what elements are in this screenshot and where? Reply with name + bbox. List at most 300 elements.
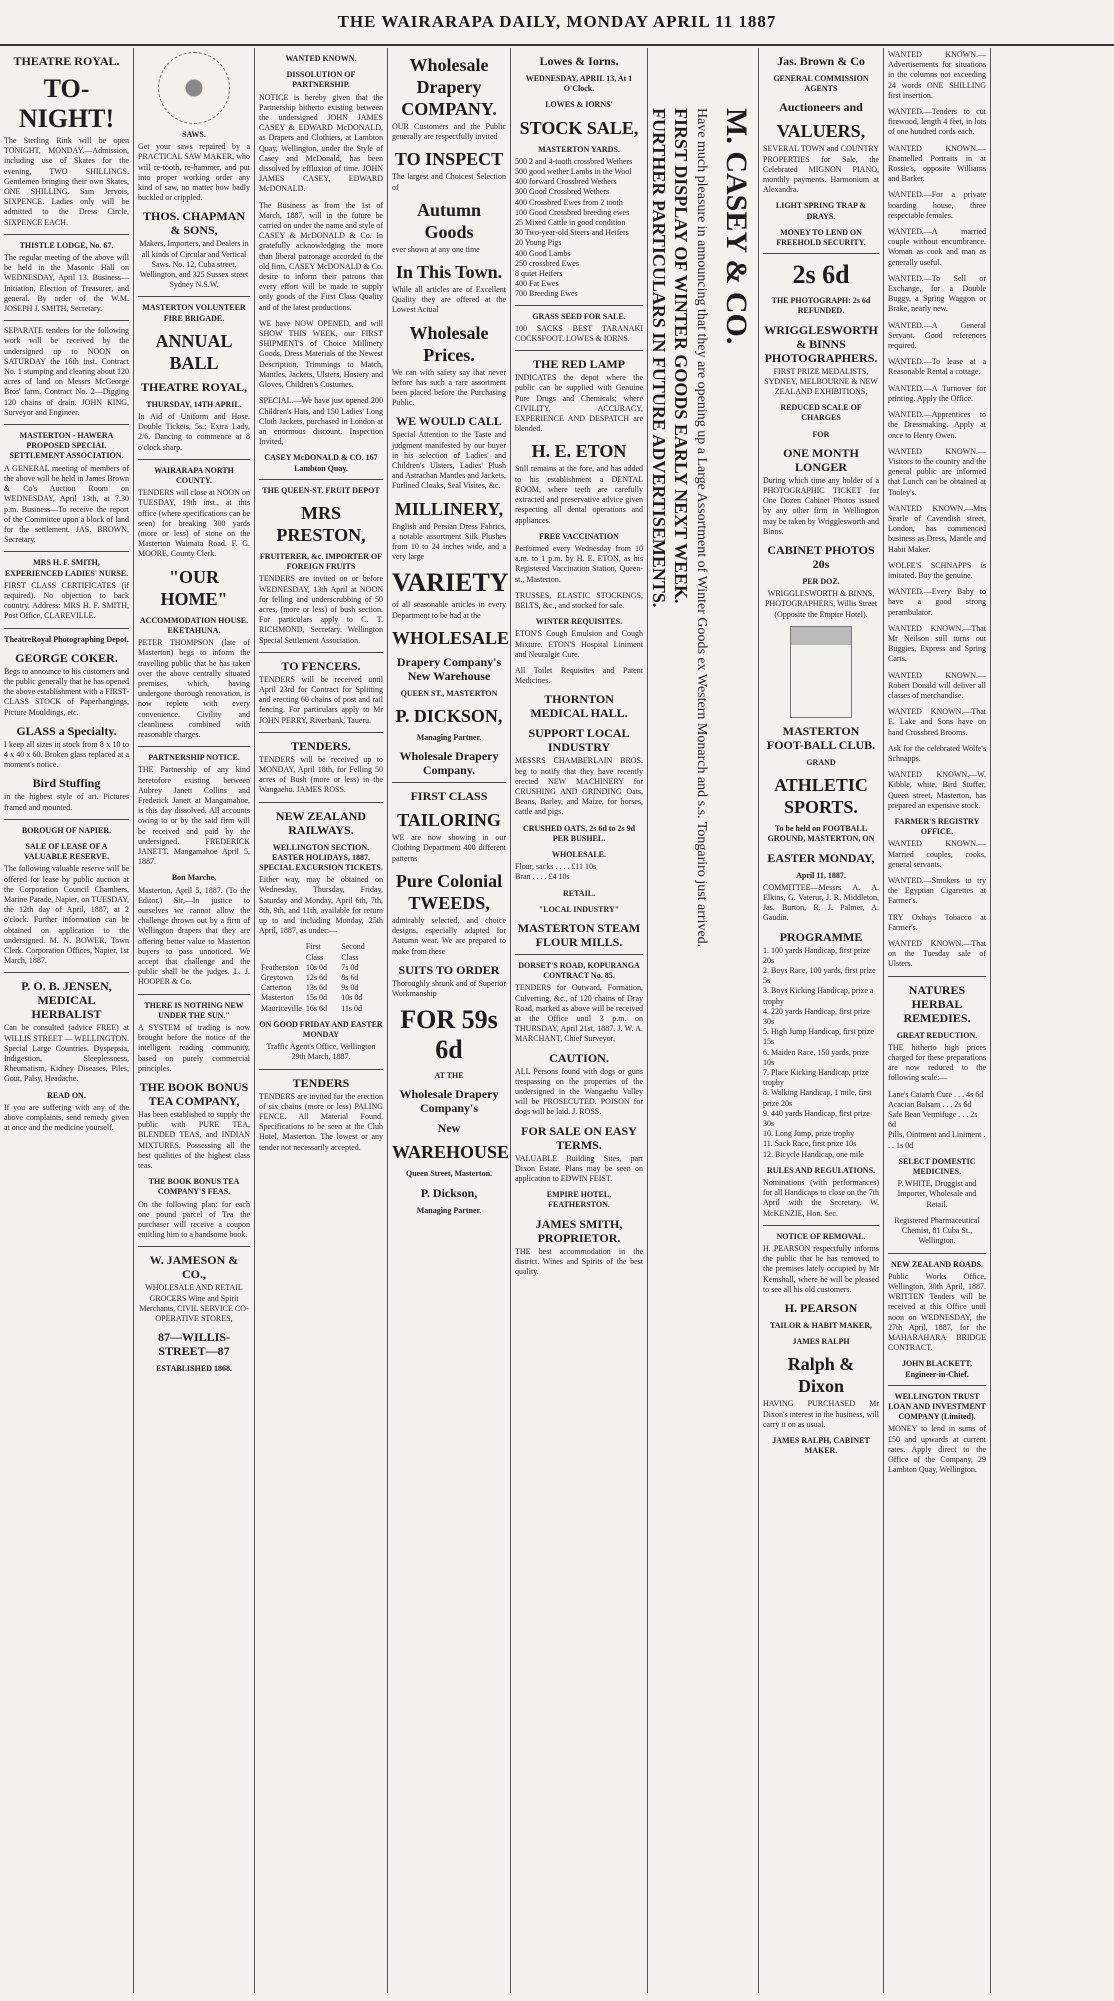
tenders2-text: TENDERS are invited for the erection of six chains (more or less) PALING FENCE. All Material Found. Specifications to be seen at the Club Hotel, Masterton. The lowest or any tender not necessarily accepted. [259, 1091, 383, 1152]
wanted-ad: WANTED KNOWN.—W. Kibble, white, Bird Stuffer, Queen street, Masterton, has prepared an expensive stock. [888, 770, 986, 810]
divider [138, 994, 250, 995]
fencers-text: TENDERS will be received until April 23rd for Contract for Splitting and erecting 60 chains of post and rail fencing. For particulars apply to Mr JOHN PERRY, Riverbank, Taueru. [259, 674, 383, 725]
read-on-text: If you are suffering with any of the above complaints, send remedy given at once and the medicine yourself. [4, 1102, 129, 1133]
wanted-ad: WANTED KNOWN.—Robert Donald will deliver all classes of merchandise. [888, 670, 986, 700]
wanted-ad: WANTED KNOWN.—That on the Tuesday sale of Ulsters. [888, 939, 986, 969]
list-item: 500 good wether Lambs in the Wool [515, 167, 632, 177]
divider [515, 350, 643, 351]
ball-date: THURSDAY, 14TH APRIL. [146, 399, 242, 409]
willis-street: 87—WILLIS-STREET—87 [157, 1330, 231, 1359]
list-item: 1. 100 yards Handicap, first prize 20s [763, 945, 870, 965]
lamp-heading: THE RED LAMP [532, 357, 625, 372]
forsale-heading: FOR SALE ON EASY TERMS. [521, 1123, 637, 1152]
per-doz: PER DOZ. [802, 577, 840, 587]
station-cell: Carterton [261, 983, 292, 993]
saws-text: Get your saws repaired by a PRACTICAL SAW MAKER, who will re-tooth, re-hammer, and put into proper working order any kind of saw, no matter how badly buckled or crippled. [138, 142, 250, 203]
natures-heading: NATURES HERBAL REMEDIES. [903, 982, 971, 1025]
nothing-heading: THERE IS NOTHING NEW UNDER THE SUN." [144, 1000, 244, 1020]
lowes-subheading: LOWES & IORNS' [545, 100, 613, 110]
list-item: 20 Young Pigs [515, 238, 562, 248]
column-header: First Class [305, 942, 324, 962]
millinery-heading: MILLINERY, [394, 498, 504, 519]
drapery2-heading: Wholesale Drapery Company. [399, 749, 499, 778]
napier-subheading: SALE OF LEASE OF A VALUABLE RESERVE. [24, 841, 109, 862]
warehouse2-heading: WAREHOUSE [392, 1142, 510, 1163]
divider [4, 972, 129, 973]
divider [138, 746, 250, 747]
list-item: 5. High Jump Handicap, first prize 15s [763, 1027, 874, 1047]
tea-text: Has been established to supply the public with PURE TEA, BLENDED TEAS, and INDIAN MIXTURES. Possessing all the best qualities of the highest class teas. [138, 1110, 250, 1171]
general-heading: GENERAL COMMISSION AGENTS [773, 74, 869, 94]
dissolution-text: NOTICE is hereby given that the Partnership hitherto existing between the undersigned JOHN JAMES CASEY & EDWARD McDONALD, as Drapers and Clothiers, at Lambton Quay, Wellington, under the Style of Casey and McDonald, has been dissolved by effluxion of time. JOHN JAMES CASEY, EDWARD McDONALD. [259, 92, 383, 194]
railways-text: Either way, may be obtained on Wednesday, Thursday, Friday, Saturday and Monday, April 6th, 7th, 8th, 9th, and 11th, available for return up to and including Monday, 25th April, 1887, as under:— [259, 875, 383, 936]
easter-heading: EASTER MONDAY, [767, 850, 875, 865]
valuers-heading: VALUERS, [776, 121, 866, 142]
grass-heading: GRASS SEED FOR SALE. [532, 311, 626, 321]
traffic-text: Traffic Agent's Office, Wellington 29th March, 1887. [266, 1042, 376, 1062]
wanted-ad: WANTED.—Every Baby to have a good strong perambulator. [888, 587, 986, 617]
reduction-heading: GREAT REDUCTION. [896, 1030, 978, 1040]
divider [4, 320, 129, 321]
table-row [259, 973, 383, 983]
variety-heading: VARIETY [392, 568, 509, 598]
preston-heading: MRS PRESTON, [276, 502, 366, 545]
masthead [0, 0, 1114, 46]
list-item: 500 2 and 4-tooth crossbred Wethers [515, 156, 633, 166]
wb-signature: WRIGGLESWORTH & BINNS, PHOTOGRAPHERS, Willis Street (Opposite the Empire Hotel). [764, 589, 878, 619]
smith-text: FIRST CLASS CERTIFICATES (if required). No objection to back country. Address: MRS H. F. SMITH, Post Office, CLAREVILLE. [4, 580, 129, 621]
tonight-heading: TO-NIGHT! [18, 74, 115, 133]
chapman-text: Makers, Importers, and Dealers in all kinds of Circular and Vertical Saws. No. 12, Cuba street, Wellington, and 325 Sussex street Sydney N.S.W. [139, 239, 249, 290]
crushed-heading: CRUSHED OATS, 2s 6d to 2s 9d PER BUSHEL. [522, 823, 636, 843]
stock-subheading: MASTERTON YARDS. [538, 144, 620, 154]
casey-line-3: FURTHER PARTICULARS IN FUTURE ADVERTISEMENTS. [649, 108, 669, 608]
wholesale-heading: WHOLESALE. [551, 849, 606, 859]
divider [259, 479, 383, 480]
fare-cell: 12s 6d [305, 973, 327, 983]
dickson-heading: P. DICKSON, [395, 706, 503, 727]
thornton-heading: THORNTON MEDICAL HALL. [530, 692, 628, 721]
town-heading: In This Town. [395, 262, 503, 283]
blackett-signature: JOHN BLACKETT, Engineer-in-Chief. [901, 1359, 973, 1379]
list-item: 10. Long Jump, prize trophy [763, 1129, 855, 1139]
glass-heading: GLASS a Specialty. [16, 723, 117, 738]
masterton-heading: MASTERTON - HAWERA PROPOSED SPECIAL SETTLEMENT ASSOCIATION. [9, 431, 124, 461]
wanted-ad: WANTED KNOWN.—Mrs Searle of Cavendish street, London, has commenced business as Dress, Mantle and Habit Maker. [888, 503, 986, 554]
natures-text: THE hitherto high prices charged for these preparations are now reduced to the following scale:— [888, 1042, 986, 1083]
jensen-heading: P. O. B. JENSEN, MEDICAL HERBALIST [21, 979, 112, 1022]
house-subheading: ACCOMMODATION HOUSE. EKETAHUNA. [139, 615, 249, 635]
at-the: AT THE [434, 1071, 464, 1081]
steam-heading: MASTERTON STEAM FLOUR MILLS. [517, 920, 641, 949]
bran-price: Bran . . . . £4 10s [515, 872, 570, 882]
empire-heading: EMPIRE HOTEL, FEATHERSTON. [546, 1190, 612, 1210]
divider [392, 782, 506, 783]
athletic-heading: ATHLETIC SPORTS. [774, 775, 868, 818]
list-item: 400 forward Crossbred Wethers [515, 177, 617, 187]
white-text: P. WHITE, Druggist and Importer, Wholesale and Retail. [897, 1179, 977, 1209]
nz-roads-heading: NEW ZEALAND ROADS. [890, 1259, 984, 1269]
flour-price: Flour, sacks . . . . £11 10s [515, 862, 597, 872]
retail-heading: RETAIL. [562, 888, 596, 898]
ralph-signature: JAMES RALPH, CABINET MAKER. [772, 1436, 870, 1456]
divider [4, 819, 129, 820]
caution-heading: CAUTION. [549, 1050, 609, 1065]
valuers-text: SEVERAL TOWN and COUNTRY PROPERTIES for Sale, the Celebrated MIGNON PIANO, monthly payments. Harmonium at Alexandra. [763, 144, 879, 195]
warehouse-heading: Drapery Company's New Warehouse [396, 654, 502, 683]
divider [138, 459, 250, 460]
george-text: Begs to announce to his customers and the public generally that he has opened the above establishment with a FIRST-CLASS STOCK of Paperhangings, Picture Mouldings, etc. [4, 666, 129, 717]
column-1 [0, 48, 133, 1993]
wanted-ad: WANTED.—For a private boarding house, three respectable females. [888, 190, 986, 220]
remedies-list [888, 1090, 986, 1151]
county-heading: WAIRARAPA NORTH COUNTY. [154, 465, 234, 486]
list-item: 25 Mixed Cattle in good condition [515, 218, 626, 228]
railways-subheading: WELLINGTON SECTION. EASTER HOLIDAYS, 1887. SPECIAL EXCURSION TICKETS. [259, 842, 383, 872]
auctioneers-heading: Auctioneers and [779, 100, 863, 115]
toilet-text: All Toilet Requisites and Patent Medicines. [515, 665, 643, 686]
special-text: SPECIAL.—We have just opened 200 Children's Hats, and 150 Ladies' Long Cloth Jackets, purchased in London at an enormous discount. Inspection Invited, [259, 396, 383, 447]
caution-text: ALL Persons found with dogs or guns trespassing on the properties of the undersigned in the Wangaehu Valley will be PROSECUTED. POISON for dogs will be laid. J. ROSS. [515, 1066, 643, 1117]
photo-heading: TheatreRoyal Photographing Depot. [4, 634, 129, 644]
house-text: PETER THOMPSON (late of Masterton) begs to inform the travelling public that he has taken over the above centrally situated premises, which, having undergone thorough renovation, is now replete with every convenience. Civility and cleanliness combined with reasonable charges. [138, 638, 250, 739]
fare-cell: 16s 6d [305, 1003, 327, 1013]
list-item: 100 Good Crossbred breeding ewes [515, 207, 630, 217]
lowes-date: WEDNESDAY, APRIL 13, At 1 O'Clock. [525, 74, 633, 94]
wholesale-heading: WHOLESALE [392, 627, 510, 648]
money-heading: MONEY TO LEND ON FREEHOLD SECURITY. [776, 227, 866, 248]
suits-text: Thoroughly shrunk and of Superior Workmanship [392, 978, 506, 998]
wanted-ad: WANTED.—A married couple without encumbrance. Woman as cook and man as generally useful. [888, 227, 986, 267]
table-header-row [259, 942, 383, 962]
divider [4, 551, 129, 552]
list-item: 2. Boys Race, 100 yards, first prize 5s [763, 965, 876, 986]
tenders2-heading: TENDERS [292, 1075, 350, 1090]
prices-heading: Wholesale Prices. [409, 322, 489, 365]
safety-text: We can with safety say that never before has such a rare assortment been placed before the Purchasing Public. [392, 367, 506, 408]
divider [515, 954, 643, 955]
drapery3-heading: Wholesale Drapery Company's [399, 1087, 499, 1116]
dorset-heading: DORSET'S ROAD, KOPURANGA CONTRACT No. 85. [518, 960, 640, 981]
list-item: Pills, Ointment and Liniment . . . 1s 0d [888, 1130, 986, 1150]
wanted-ad: WANTED KNOWN.—Enamelled Portraits in at Rossie's, opposite Williams and Barker. [888, 143, 986, 184]
table-row [259, 963, 383, 973]
ralph-dixon-heading: Ralph & Dixon [787, 1354, 855, 1397]
new-heading: New [437, 1121, 461, 1136]
column-rule [990, 48, 991, 1993]
railways-heading: NEW ZEALAND RAILWAYS. [275, 808, 367, 837]
wanted-ad: WANTED.—Tenders to cut firewood, length 4 feet, in lots of one hundred cords each. [888, 107, 986, 137]
column-7 [759, 48, 883, 1993]
autumn-heading: Autumn Goods [416, 199, 482, 242]
grand-text: GRAND [806, 757, 836, 767]
etons-text: ETON'S Cough Emulsion and Cough Mixture. ETON'S Hospital Liniment and Neuralgic Cure. [515, 629, 643, 659]
list-item: 7. Place Kicking Handicap, prize trophy [763, 1067, 869, 1088]
list-item: Safe Bean Vermifuge . . . 2s 6d [888, 1110, 978, 1130]
casey-big-heading: M. CASEY & CO. [720, 108, 753, 345]
station-cell: Masterton [261, 993, 294, 1003]
drapery-text: OUR Customers and the Public generally are respectfully invited [392, 122, 506, 142]
divider [888, 976, 986, 977]
eton-text: Still remains at the fore, and has added to his establishment a DENTAL ROOM, where teeth are carefully extracted and preservative advice given respecting all dental operations and appliances. [515, 464, 643, 525]
divider [888, 1253, 986, 1254]
call-heading: WE WOULD CALL [396, 414, 502, 429]
millinery-text: English and Persian Dress Fabrics, a notable assortment Silk Plushes from 10 to 24 inches wide, and a very large [392, 521, 506, 562]
articles-text: While all articles are of Excellent Quality they are offered at the Lowest Actual [392, 285, 506, 315]
feast-text: On the following plan: for each one pound parcel of Tea the purchaser will receive a coupon entitling him to a handsome book. [138, 1199, 250, 1240]
fare-cell: 9s 0d [341, 983, 359, 993]
wanted-ad: WANTED.—A General Servant. Good references required. [888, 320, 986, 351]
list-item: 12. Bicycle Handicap, one mile [763, 1149, 864, 1159]
call-text: Special Attention to the Taste and judgment manifested by our buyer in his selection of Ladies' and Children's Ulsters, Ladies' Plush and Astrachan Mantles and Jackets, Furlined Cloaks, Seal Visites, &c. [392, 430, 506, 491]
wanted-ad: WANTED.—A Turnover for printing. Apply the Office. [888, 383, 986, 403]
dorset-text: TENDERS for Outward, Formation, Culverting, &c., of 120 chains of Dray Road, marked as above will be received at the Office until 3 p.m. on THURSDAY, April 21st, 1887. J. W. A. MARCHANT, Chief Surveyor. [515, 983, 643, 1044]
fare-cell: 10s 0d [341, 993, 363, 1003]
programme-heading: PROGRAMME [779, 929, 863, 944]
list-item: Acacian Balsam . . . 2s 6d [888, 1099, 972, 1109]
medalists-text: FIRST PRIZE MEDALISTS, SYDNEY, MELBOURNE & NEW ZEALAND EXHIBITIONS, [764, 366, 878, 397]
table-row [259, 983, 383, 993]
brown-heading: Jas. Brown & Co [777, 54, 865, 68]
trusses-text: TRUSSES, ELASTIC STOCKINGS, BELTS, &c., and stocked for sale. [515, 590, 643, 610]
ball-heading: ANNUAL BALL [155, 330, 233, 373]
divider [259, 732, 383, 733]
photo-refund: THE PHOTOGRAPH: 2s 6d REFUNDED. [771, 296, 871, 316]
smith-text: THE best accommodation in the district. Wines and Spirits of the best quality. [515, 1246, 643, 1277]
stock-heading: STOCK SALE, [519, 117, 639, 138]
list-item: 8 quiet Heifers [515, 269, 563, 279]
fencers-heading: TO FENCERS. [281, 658, 361, 673]
ground-text: To be held on FOOTBALL GROUND, MASTERTON, ON [767, 824, 875, 844]
established: ESTABLISHED 1868. [156, 1364, 232, 1374]
wanted-ad: WANTED KNOWN.—That Mr Neilson still turns out Buggies, Express and Spring Carts. [888, 623, 986, 664]
suits-heading: SUITS TO ORDER [398, 962, 500, 977]
fare-cell: 8s 6d [341, 973, 359, 983]
wanted-ad: WOLFE'S SCHNAPPS is imitated. Buy the genuine. [888, 560, 986, 580]
business-text: The Business as from the 1st of March, 1887, will in the future be carried on under the name and style of CASEY & McDONALD & Co. In gratefully acknowledging the more than liberal patronage accorded to the old firm, CASEY McDONALD & Co. desire to inform their patrons that every effort will be made to supply only goods of the First Class Quality and of the latest productions. [259, 200, 383, 312]
casey-signature: CASEY McDONALD & CO. 167 Lambton Quay. [264, 453, 378, 473]
saw-blade-icon [158, 52, 230, 124]
newspaper-title: THE WAIRARAPA DAILY, MONDAY APRIL 11 1887 [337, 12, 777, 31]
saws-heading: SAWS. [182, 130, 206, 139]
shown-text: ever shown at any one time [392, 244, 480, 254]
winter-heading: WINTER REQUISITES. [535, 617, 623, 627]
preston-text: TENDERS are invited on or before WEDNESDAY, 13th April at NOON for felling and underscrubbing of 50 acres, (more or less) of bush section. For particulars apply to C. T. RICHMOND, Secretary. Wellington Special Settlement Association. [259, 574, 383, 645]
manager2-text: Managing Partner. [416, 1205, 482, 1215]
wanted-ad: TRY Oxhays Tobacco at Farmer's. [888, 912, 986, 932]
april-date: April 11, 1887. [796, 870, 846, 880]
glass-text: I keep all sizes in stock from 8 x 10 to 4 x 40 x 60. Broken glass replaced at a moment's notice. [4, 739, 129, 770]
wanted-ad: WANTED KNOWN.—Married couples, cooks, general servants. [888, 839, 986, 869]
wanted-ad: WANTED.—To Sell or Exchange, for a Double Buggy, a Spring Waggon or Brake, nearly new. [888, 273, 986, 314]
firstclass-heading: FIRST CLASS [410, 789, 488, 804]
queen-street: QUEEN ST., MASTERTON [400, 688, 498, 698]
football-heading: MASTERTON FOOT-BALL CLUB. [766, 723, 876, 752]
list-item: 4. 220 yards Handicap, first prize 30s [763, 1006, 870, 1026]
athlete-illustration-icon [790, 626, 852, 718]
chamberlain-text: MESSRS CHAMBERLAIN BROS. beg to notify that they have recently erected NEW MACHINERY for CRUSHING AND GRINDING Oats, Beans, Barley, and Maize, for horses, cattle and pigs. [515, 756, 643, 817]
colonial-text: admirably selected, and choice designs, especially adapted for Autumn wear. We are prepared to make from these [392, 915, 506, 956]
tenders-text: TENDERS will be received up to MONDAY, April 18th, for Felling 50 acres of Bush (more or less) in the Wangaehu. JAMES ROSS. [259, 754, 383, 795]
jameson-subheading: WHOLESALE AND RETAIL GROCERS Wine and Spirit Merchants, CIVIL SERVICE CO-OPERATIVE STORES, [139, 1283, 249, 1324]
committee-text: COMMITTEE—Messrs A. A. Elkins, G. Vaterur, J. R. Middleton, Jas. Burton, R. J. Palmer, A. Gaudin. [763, 882, 879, 923]
queen2-text: Queen Street, Masterton. [405, 1169, 493, 1179]
lamp-text: INDICATES the depot where the public can be supplied with Genuine Pure Drugs and Chemicals; where CIVILITY, ACCURACY, EXPERIENCE AND DESPATCH are blended. [515, 373, 643, 434]
feast-heading: THE BOOK BONUS TEA COMPANY'S FEAS. [148, 1177, 240, 1197]
list-item: 700 Breeding Ewes [515, 289, 578, 299]
tailor-text: TAILOR & HABIT MAKER, [770, 1321, 872, 1331]
trust-heading: WELLINGTON TRUST LOAN AND INVESTMENT COMPANY (Limited). [888, 1391, 986, 1422]
inspect-heading: TO INSPECT [394, 149, 504, 170]
read-on-heading: READ ON. [47, 1090, 86, 1100]
colonial-heading: Pure Colonial TWEEDS, [395, 870, 503, 913]
list-item: 11. Sack Race, first prize 10s [763, 1139, 857, 1149]
reduced-heading: REDUCED SCALE OF CHARGES [780, 403, 862, 423]
support-heading: SUPPORT LOCAL INDUSTRY [528, 726, 630, 755]
divider [515, 305, 643, 306]
smith-heading: JAMES SMITH, PROPRIETOR. [535, 1216, 623, 1245]
casey-vertical-advert [648, 48, 758, 1993]
divider [138, 296, 250, 297]
rules-heading: RULES AND REGULATIONS. [766, 1165, 876, 1175]
cabinet-heading: CABINET PHOTOS 20s [767, 543, 875, 572]
notice-heading: NOTICE OF REMOVAL. [776, 1231, 866, 1241]
casey-line-1: Have much pleasure in announcing that they are opening up a Large Assortment of Winter Goods ex Western Monarch and s.s. Tongariro just arrived. [694, 108, 709, 948]
good-friday-heading: ON GOOD FRIDAY AND EASTER MONDAY [259, 1019, 383, 1040]
lowes-heading: Lowes & Iorns. [539, 54, 619, 68]
fire-heading: MASTERTON VOLUNTEER FIRE BRIGADE. [142, 303, 246, 323]
divider [259, 1069, 383, 1070]
table-row [259, 1004, 383, 1014]
list-item: Lane's Catarrh Cure . . . 4s 6d [888, 1089, 984, 1099]
tenders-heading: TENDERS. [291, 738, 351, 753]
divider [259, 802, 383, 803]
divider [138, 1246, 250, 1247]
fare-cell: 13s 6d [305, 983, 327, 993]
station-cell: Featherston [261, 962, 299, 972]
column-8 [884, 48, 990, 1993]
dickson2-heading: P. Dickson, [420, 1185, 478, 1200]
county-text: TENDERS will close at NOON on TUESDAY, 19th inst., at this office (where specifications can be seen) for breaking 300 yards (more or less) of stone on the Masterton Waimata Road. F. G. MOORE, County Clerk. [138, 488, 250, 559]
for-text: FOR [812, 429, 830, 439]
list-item: 8. Walking Handicap, 1 mile, first prize 20s [763, 1088, 872, 1108]
marche-text: Masterton, April 5, 1887. (To the Editor.) Sir,—In justice to ourselves we cannot allow the challenge thrown out by a firm of Wellington drapers that they are offering better value to Masterton buyers to pass unnoticed. We accept that challenge and the public shall be the judges. L. J. HOOPER & Co. [138, 885, 250, 987]
tea-heading: THE BOOK BONUS TEA COMPANY, [139, 1080, 249, 1109]
light-heading: LIGHT SPRING TRAP & DRAYS. [775, 201, 867, 221]
ralph-heading: JAMES RALPH [792, 1337, 850, 1347]
napier-heading: BOROUGH OF NAPIER. [21, 825, 112, 835]
preston-subheading: FRUITERER, &c. IMPORTER OF FOREIGN FRUITS [259, 551, 383, 572]
list-item: 400 Crossbred Ewes from 2 tooth [515, 197, 623, 207]
tailoring-heading: TAILORING [397, 810, 501, 831]
drapery-heading: Wholesale Drapery COMPANY. [401, 55, 497, 119]
wanted-ad: WANTED.—Apprentices to the Dressmaking. Apply at once to Henry Owen. [888, 410, 986, 440]
list-item: 400 Fat Ewes [515, 279, 559, 289]
list-item: 3. Boys Kicking Handicap, prize a trophy [763, 986, 874, 1006]
ball-text: In Aid of Uniform and Hose. Double Tickets, 5s.; Extra Lady, 2/6. Dancing to commence at 8 o'clock sharp. [138, 412, 250, 452]
roads-text: Public Works Office, Wellington, 30th April, 1887. WRITTEN Tenders will be received at this Office until noon on WEDNESDAY, the 27th April, 1887, for the MAHARAHARA BRIDGE CONTRACT. [888, 1271, 986, 1353]
divider [4, 628, 129, 629]
list-item: 400 Good Lambs [515, 248, 571, 258]
fare-cell: 10s 0d [305, 962, 327, 972]
wanted-ad: WANTED.—Smokers to try the Egyptian Cigarettes at Farmer's. [888, 876, 986, 906]
station-cell: Mauriceville [261, 1003, 302, 1013]
george-heading: GEORGE COKER. [15, 650, 118, 665]
wanted-ad: WANTED.—To lease at a Reasonable Rental a cottage. [888, 357, 986, 377]
divider [4, 234, 129, 235]
divider [763, 1225, 879, 1226]
stock-list [515, 157, 643, 300]
divider [763, 253, 879, 254]
rules-text: Nominations (with performances) for all Handicaps to close on the 7th April with the Secretary. W. McKENZIE, Hon. Sec. [763, 1177, 879, 1218]
fare-cell: 15s 0d [305, 993, 327, 1003]
manager-text: Managing Partner. [416, 733, 482, 743]
column-4 [388, 48, 510, 1993]
ralph-text: HAVING PURCHASED Mr Dixon's interest in the business, will carry it on as usual. [763, 1399, 879, 1429]
column-3 [255, 48, 387, 1993]
list-item: 300 Good Crossbred Wethers [515, 187, 610, 197]
wanted-heading: WANTED KNOWN. [285, 54, 357, 63]
fares-table [259, 942, 383, 1013]
tender-text: SEPARATE tenders for the following work will be received by the undersigned up to NOON on SATURDAY the 16th inst. Contract No. 1 stumping and clearing about 120 acres of land on Messrs McGeorge Bros' farm. Contract No. 2—Digging 120 chains of drain. JOHN KING, Surveyor and Engineer. [4, 326, 129, 417]
programme-list [763, 946, 879, 1160]
partner-heading: PARTNERSHIP NOTICE. [148, 753, 240, 763]
tailoring-text: WE are now showing in our Clothing Department 400 different patterns [392, 833, 506, 863]
pearson-text: H. PEARSON respectfully informs the public that he has removed to the premises lately occupied by Mr Kemshall, where he will be pleased to see all his old customers. [763, 1244, 879, 1294]
dissolution-heading: DISSOLUTION OF PARTNERSHIP. [286, 70, 356, 90]
fare-cell: 11s 0d [341, 1003, 363, 1013]
column-5 [511, 48, 647, 1993]
nothing-text: A SYSTEM of trading is now brought before the notice of the intelligent reading community, based on purely commercial principles. [138, 1023, 250, 1073]
local-heading: "LOCAL INDUSTRY" [538, 904, 620, 914]
smith-heading: MRS H. F. SMITH, EXPERIENCED LADIES' NURSE. [4, 558, 129, 578]
list-item: 30 Two-year-old Steers and Heifers [515, 228, 629, 238]
marche-heading: Bon Marche, [171, 873, 217, 883]
variety-text: of all seasonable articles in every Department to be had at the [392, 600, 506, 620]
napier-text: The following valuable reserve will be offered for lease by public auction at the Corporation Council Chambers, Marine Parade, Napier, on TUESDAY, the 12th day of April, 1887, at 2 o'clock. Further information can be obtained on application to the undersigned. M. N. BOWER, Town Clerk. Corporation Offices, Napier, 1st March, 1887. [4, 864, 129, 966]
one-month-heading: ONE MONTH LONGER [783, 445, 859, 474]
jensen-text: Can be consulted (advice FREE) at WILLIS STREET — WELLINGTON. Special Large Countries. Dyspepsia, Indigestion, Sleeplessness, Rheumatism, Kidney Diseases, Piles, Gout, Palsy, Headache. [4, 1023, 129, 1084]
divider [4, 424, 129, 425]
table-row [259, 993, 383, 1003]
wb-heading: WRIGGLESWORTH & BINNS PHOTOGRAPHERS. [764, 322, 878, 365]
one-month-text: During which time any holder of a PHOTOGRAPHIC TICKET for One Dozen Cabinet Photos issued by any other firm in Wellington may be taken by Wrigglesworth and Binns. [763, 475, 879, 536]
divider [888, 1385, 986, 1386]
thistle-heading: THISTLE LODGE, No. 67. [19, 240, 114, 250]
money-text: MONEY to lend in sums of £50 and upwards at current rates. Apply direct to the Office of the Company, 29 Lambton Quay, Wellington. [888, 1424, 986, 1475]
wanted-ad: WANTED KNOWN.—Visitors to the country and the general public are informed that Lunch can be obtained at Tooley's. [888, 446, 986, 497]
price-heading: FOR 59s 6d [400, 1005, 498, 1065]
wanted-ad: WANTED KNOWN.—Advertisements for situations in the columns not exceeding 24 words ONE SHILLING first insertion. [888, 50, 986, 100]
price-heading: 2s 6d [792, 260, 850, 290]
inspect-text: The largest and Choicest Selection of [392, 172, 506, 192]
masterton-text: A GENERAL meeting of members of the above will be held in James Brown & Co's Auction Room on WEDNESDAY, April 13th, at 7.30 p.m. Business—To receive the report of the Committee upon a block of land for the settlement. JAS. BROWN, Secretary. [4, 463, 129, 545]
bird-heading: Bird Stuffing [32, 776, 101, 791]
list-item: 9. 440 yards Handicap, first prize 30s [763, 1108, 870, 1128]
station-cell: Greytown [261, 973, 293, 983]
casey-line-2: FIRST DISPLAY OF WINTER GOODS EARLY NEXT WEEK. [671, 108, 691, 604]
forsale-text: VALUABLE Building Sites, part Dixon Estate. Plans may be seen on application to EDWIN FEIST. [515, 1153, 643, 1184]
free-text: Performed every Wednesday from 10 a.m. to 1 p.m. by H. E. ETON, as his Registered Vaccination Station, Queen-st., Masterton. [515, 543, 643, 584]
fare-cell: 7s 0d [341, 962, 359, 972]
wanted-ad: Ask for the celebrated Wolfe's Schnapps. [888, 743, 986, 763]
column-header: Second Class [341, 942, 365, 962]
domestic-heading: SELECT DOMESTIC MEDICINES. [898, 1156, 976, 1177]
chapman-heading: THOS. CHAPMAN & SONS, [143, 209, 245, 238]
queen-heading: THE QUEEN-ST. FRUIT DEPOT [262, 485, 380, 495]
eton-heading: H. E. ETON [531, 441, 627, 462]
theatre-text: The Sterling Rink will be open TONIGHT, MONDAY.—Admission, including use of Skates for the evening, TWO SHILLINGS. Gentlemen bringing their own Skates, ONE SHILLING. Sam Jervois, SIXPENCE. Ladies only will be admitted to the Dress Circle, SIXPENCE EACH. [4, 136, 129, 227]
